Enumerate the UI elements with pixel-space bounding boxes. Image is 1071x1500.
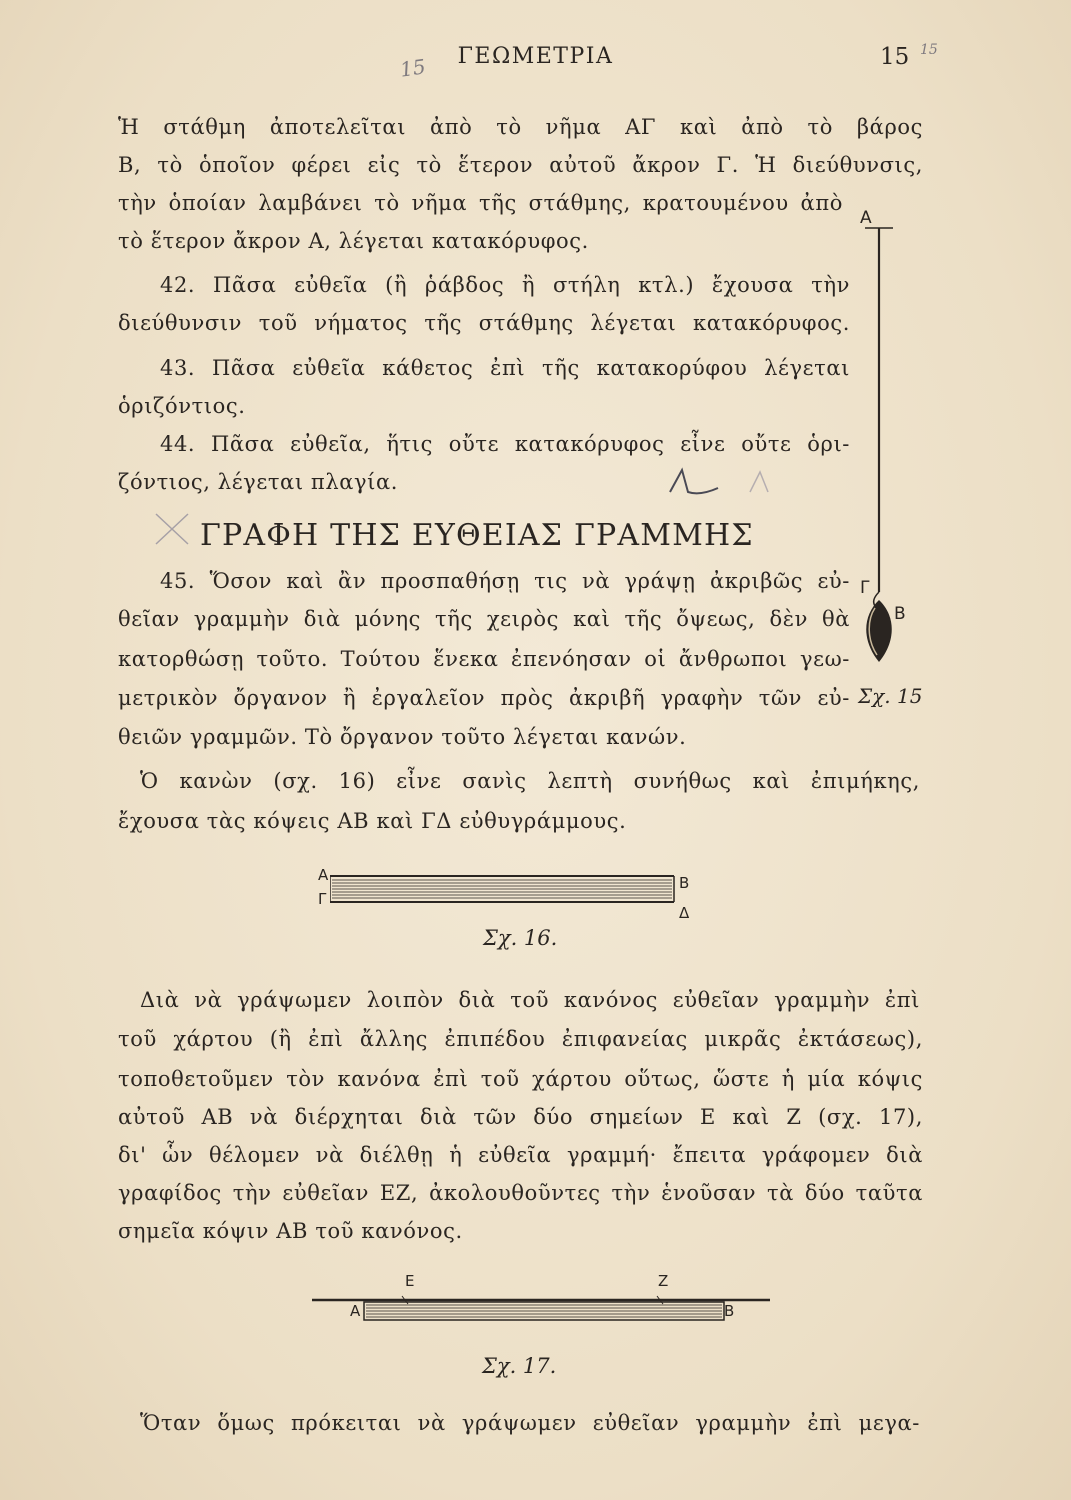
section-heading: ΓΡΑΦΗ ΤΗΣ ΕΥΘΕΙΑΣ ΓΡΑΜΜΗΣ (200, 518, 754, 553)
pencil-annotation-right: 15 (920, 42, 938, 58)
text-line: 42. Πᾶσα εὐθεῖα (ἢ ῥάβδος ἢ στήλη κτλ.) ἔχουσα τὴν (160, 273, 850, 297)
text-line: Β, τὸ ὁποῖον φέρει εἰς τὸ ἕτερον αὐτοῦ ἄκρον Γ. Ἡ διεύθυνσις, (118, 153, 923, 177)
text-line: διεύθυνσιν τοῦ νήματος τῆς στάθμης λέγεται κατακόρυφος. (118, 311, 850, 335)
page-number: 15 (880, 44, 910, 70)
text-line: τὸ ἕτερον ἄκρον Α, λέγεται κατακόρυφος. (118, 229, 589, 253)
text-line: 44. Πᾶσα εὐθεῖα, ἥτις οὔτε κατακόρυφος εἶνε οὔτε ὁρι- (160, 432, 850, 456)
pencil-cross-mark (148, 510, 198, 550)
fig16-label-d: Δ (679, 904, 690, 922)
fig17-label-a: Α (350, 1302, 361, 1320)
fig17-caption: Σχ. 17. (482, 1354, 557, 1378)
text-line: ζόντιος, λέγεται πλαγία. (118, 470, 399, 494)
text-line: 45. Ὅσον καὶ ἂν προσπαθήσῃ τις νὰ γράψῃ ἀκριβῶς εὐ- (160, 569, 850, 593)
fig16-caption: Σχ. 16. (483, 926, 558, 950)
fig16-label-a: Α (318, 866, 329, 884)
fig17-label-z: Ζ (658, 1272, 669, 1290)
text-line: αὐτοῦ ΑΒ νὰ διέρχηται διὰ τῶν δύο σημείων Ε καὶ Ζ (σχ. 17), (118, 1105, 923, 1129)
pencil-annotation-left: 15 (398, 54, 427, 82)
text-line: τοῦ χάρτου (ἢ ἐπὶ ἄλλης ἐπιπέδου ἐπιφανείας μικρᾶς ἐκτάσεως), (118, 1027, 923, 1051)
text-line: σημεῖα κόψιν ΑΒ τοῦ κανόνος. (118, 1219, 463, 1243)
ruler-diagram (330, 874, 680, 910)
plumb-label-g: Γ (860, 578, 870, 598)
text-line: Διὰ νὰ γράψωμεν λοιπὸν διὰ τοῦ κανόνος εὐθεῖαν γραμμὴν ἐπὶ (140, 988, 920, 1012)
text-line: Ἡ στάθμη ἀποτελεῖται ἀπὸ τὸ νῆμα ΑΓ καὶ ἀπὸ τὸ βάρος (118, 115, 923, 139)
text-line: θεῖαν γραμμὴν διὰ μόνης τῆς χειρὸς καὶ τῆς ὄψεως, δὲν θὰ (118, 607, 850, 631)
text-line: κατορθώσῃ τοῦτο. Τούτου ἕνεκα ἐπενόησαν οἱ ἄνθρωποι γεω- (118, 647, 850, 671)
text-line: δι' ὧν θέλομεν νὰ διέλθῃ ἡ εὐθεῖα γραμμή· ἔπειτα γράφομεν διὰ (118, 1143, 923, 1167)
text-line: Ὁ κανὼν (σχ. 16) εἶνε σανὶς λεπτὴ συνήθως καὶ ἐπιμήκης, (140, 769, 920, 793)
running-header-title: ΓΕΩΜΕΤΡΙΑ (457, 44, 614, 69)
text-line: ὁριζόντιος. (118, 394, 246, 418)
plumb-caption: Σχ. 15 (858, 684, 923, 708)
fig17-label-b: Β (724, 1302, 735, 1320)
text-line: θειῶν γραμμῶν. Τὸ ὄργανον τοῦτο λέγεται κανών. (118, 725, 687, 749)
text-line: γραφίδος τὴν εὐθεῖαν ΕΖ, ἀκολουθοῦντες τὴν ἑνοῦσαν τὰ δύο ταῦτα (118, 1181, 923, 1205)
fig16-label-g: Γ (318, 890, 327, 908)
text-line: ἔχουσα τὰς κόψεις ΑΒ καὶ ΓΔ εὐθυγράμμους. (118, 809, 627, 833)
text-line: μετρικὸν ὄργανον ἢ ἐργαλεῖον πρὸς ἀκριβῆ γραφὴν τῶν εὐ- (118, 686, 850, 710)
text-line: Ὅταν ὅμως πρόκειται νὰ γράψωμεν εὐθεῖαν γραμμὴν ἐπὶ μεγα- (140, 1411, 920, 1435)
fig16-label-b: Β (679, 874, 690, 892)
pencil-scribble (660, 462, 800, 502)
text-line: τοποθετοῦμεν τὸν κανόνα ἐπὶ τοῦ χάρτου οὕτως, ὥστε ἡ μία κόψις (118, 1067, 923, 1091)
plumb-label-a: Α (860, 208, 872, 228)
fig17-label-e: Ε (405, 1272, 415, 1290)
plumb-label-b: Β (894, 604, 906, 624)
text-line: τὴν ὁποίαν λαμβάνει τὸ νῆμα τῆς στάθμης, κρατουμένου ἀπὸ (118, 191, 843, 215)
text-line: 43. Πᾶσα εὐθεῖα κάθετος ἐπὶ τῆς κατακορύφου λέγεται (160, 356, 850, 380)
ruler-on-line-diagram (312, 1294, 772, 1334)
